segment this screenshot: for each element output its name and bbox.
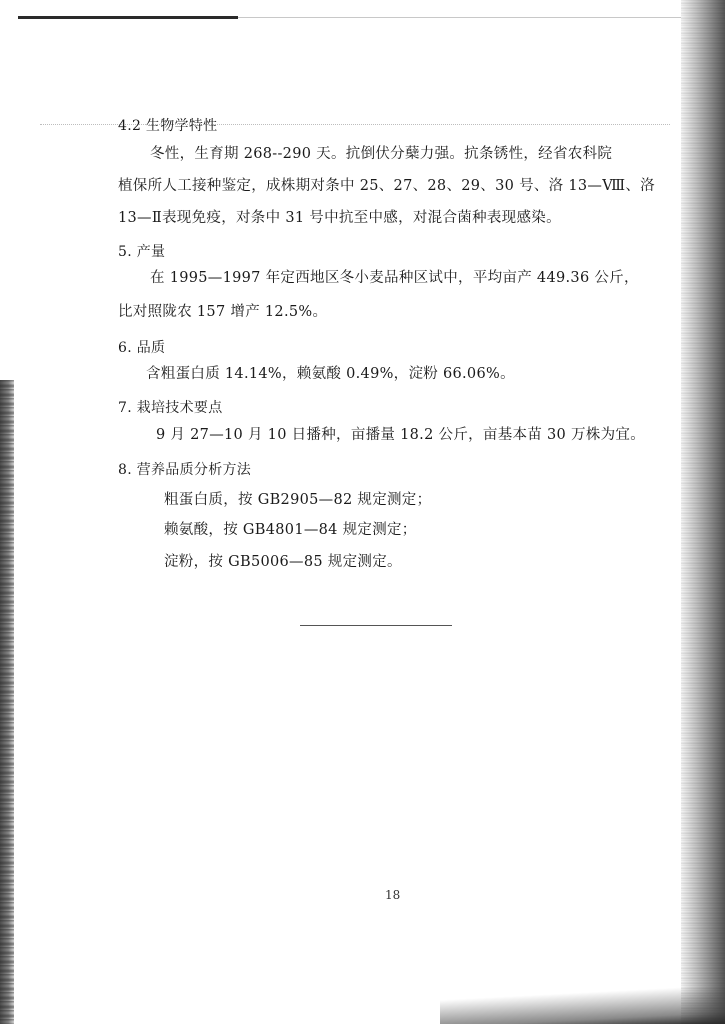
scan-right-edge-shadow xyxy=(681,0,725,1024)
paragraph-line: 含粗蛋白质 14.14%，赖氨酸 0.49%，淀粉 66.06%。 xyxy=(146,366,515,382)
paragraph-line: 赖氨酸，按 GB4801—84 规定测定； xyxy=(164,522,417,538)
paragraph-line: 在 1995—1997 年定西地区冬小麦品种区试中，平均亩产 449.36 公斤， xyxy=(150,270,639,286)
scan-top-rule xyxy=(18,16,238,19)
paragraph-line: 冬性，生育期 268--290 天。抗倒伏分蘖力强。抗条锈性，经省农科院 xyxy=(150,146,613,162)
scan-top-rule-faint xyxy=(238,17,708,18)
section-heading-quality: 6. 品质 xyxy=(118,340,166,356)
paragraph-line: 比对照陇农 157 增产 12.5%。 xyxy=(118,304,328,320)
paragraph-line: 淀粉，按 GB5006—85 规定测定。 xyxy=(164,554,402,570)
paragraph-line: 植保所人工接种鉴定，成株期对条中 25、27、28、29、30 号、洛 13—Ⅷ、洛 xyxy=(118,178,655,194)
page-number: 18 xyxy=(385,888,401,902)
paragraph-line: 13—Ⅱ表现免疫，对条中 31 号中抗至中感，对混合菌种表现感染。 xyxy=(118,210,561,226)
scan-left-edge-shadow xyxy=(0,380,14,1024)
section-heading-analysis: 8. 营养品质分析方法 xyxy=(118,462,252,478)
paragraph-line: 粗蛋白质，按 GB2905—82 规定测定； xyxy=(164,492,432,508)
section-heading-cultivation: 7. 栽培技术要点 xyxy=(118,400,223,416)
section-heading-biology: 4.2 生物学特性 xyxy=(118,118,218,134)
end-separator-rule xyxy=(300,625,452,626)
paragraph-line: 9 月 27—10 月 10 日播种，亩播量 18.2 公斤，亩基本苗 30 万株为宜。 xyxy=(156,427,645,443)
section-heading-yield: 5. 产量 xyxy=(118,244,166,260)
scan-bottom-shadow xyxy=(440,985,725,1024)
